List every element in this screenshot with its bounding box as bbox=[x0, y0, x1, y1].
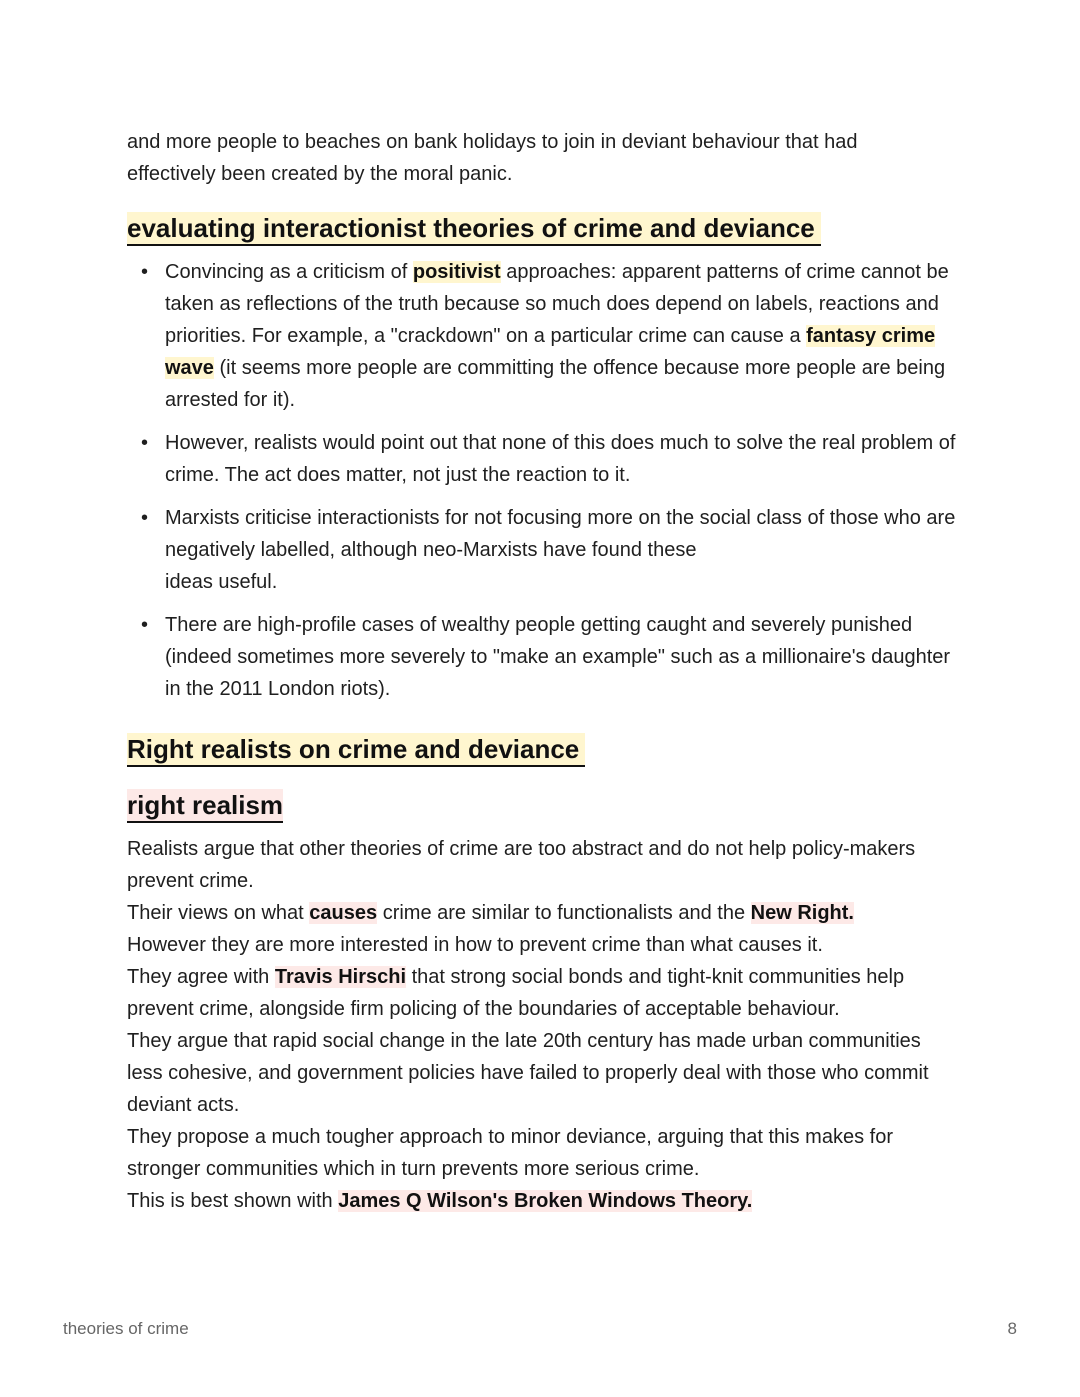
evaluation-list bbox=[127, 256, 957, 705]
right-realism-paragraph-6: They propose a much tougher approach to minor deviance, arguing that this makes for stronger communities which in turn prevents more serious crime. bbox=[127, 1126, 893, 1180]
right-realists-section bbox=[127, 733, 957, 767]
right-realism-paragraph-2: Their views on what causes crime are similar to functionalists and the New Right. bbox=[127, 902, 854, 924]
keyword-travis-hirschi: Travis Hirschi bbox=[274, 966, 407, 988]
heading-right-realists: Right realists on crime and deviance bbox=[127, 733, 585, 767]
keyword-causes: causes bbox=[309, 902, 378, 924]
keyword-new-right: New Right. bbox=[750, 902, 854, 924]
keyword-positivist: positivist bbox=[412, 261, 501, 283]
heading-right-realism: right realism bbox=[127, 789, 283, 823]
right-realism-paragraph-1: Realists argue that other theories of crime are too abstract and do not help policy-makers prevent crime. bbox=[127, 838, 916, 892]
right-realism-paragraph-7: This is best shown with James Q Wilson's Broken Windows Theory. bbox=[127, 1190, 753, 1212]
intro-line-1: and more people to beaches on bank holidays to join in deviant behaviour that had bbox=[127, 131, 858, 153]
bullet-icon: • bbox=[141, 261, 149, 283]
list-item: • Convincing as a criticism of positivist approaches: apparent patterns of crime cannot be taken as reflections of the truth because so much does depend on labels, reactions and priorities. For example, a "crackdown" on a particular crime can cause a fantasy crime wave (it seems more people are committing the offence because more people are being arrested for it). bbox=[127, 256, 957, 416]
intro-paragraph bbox=[127, 126, 957, 190]
list-item: • Marxists criticise interactionists for not focusing more on the social class of those who are negatively labelled, although neo-Marxists have found these ideas useful. bbox=[127, 502, 957, 598]
right-realism-paragraph-4: They agree with Travis Hirschi that strong social bonds and tight-knit communities help prevent crime, alongside firm policing of the boundaries of acceptable behaviour. bbox=[127, 966, 905, 1020]
right-realism-paragraph-3: However they are more interested in how to prevent crime than what causes it. bbox=[127, 934, 823, 956]
bullet-icon: • bbox=[141, 614, 149, 636]
bullet-icon: • bbox=[141, 507, 149, 529]
footer-document-title: theories of crime bbox=[63, 1319, 189, 1338]
list-item: • There are high-profile cases of wealthy people getting caught and severely punished (indeed sometimes more severely to "make an example" such as a millionaire's daughter in the 2011 London riots). bbox=[127, 609, 957, 705]
intro-line-2: effectively been created by the moral panic. bbox=[127, 163, 513, 185]
right-realism-section bbox=[127, 789, 957, 823]
page-number: 8 bbox=[1007, 1319, 1017, 1338]
keyword-broken-windows-theory: James Q Wilson's Broken Windows Theory. bbox=[338, 1190, 753, 1212]
list-item: • However, realists would point out that none of this does much to solve the real problem of crime. The act does matter, not just the reaction to it. bbox=[127, 427, 957, 491]
bullet-icon: • bbox=[141, 432, 149, 454]
keyword-fantasy-crime-wave: fantasy crime wave bbox=[165, 325, 936, 379]
heading-evaluating-interactionist: evaluating interactionist theories of crime and deviance bbox=[127, 212, 821, 246]
right-realism-paragraph-5: They argue that rapid social change in the late 20th century has made urban communities less cohesive, and government policies have failed to properly deal with those who commit deviant acts. bbox=[127, 1030, 929, 1116]
page-content bbox=[127, 126, 957, 1217]
